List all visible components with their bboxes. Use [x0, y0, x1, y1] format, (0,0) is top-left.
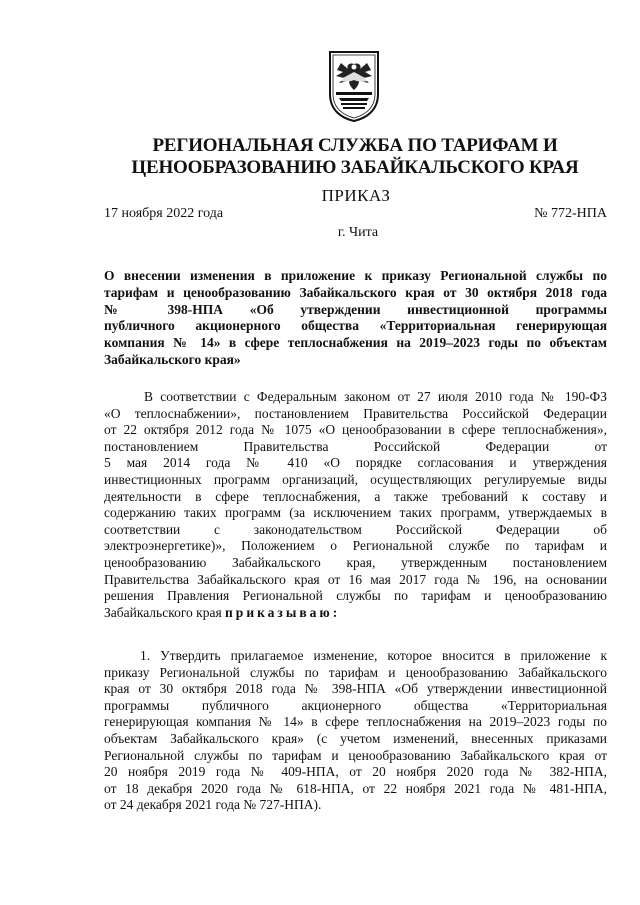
paragraph-line: решения Правления Региональной службы по тарифам и ценообразованию [104, 588, 607, 604]
title-line: Забайкальского края» [104, 351, 241, 367]
paragraph-line: от 22 октября 2012 года № 1075 «О ценообразовании в сфере теплоснабжения», [104, 422, 607, 438]
order-keyword: приказываю: [225, 604, 341, 620]
paragraph-line: приказу Региональной службы по тарифам и ценообразованию Забайкальского [104, 664, 607, 680]
paragraph-line: от 18 декабря 2020 года № 618-НПА, от 22 ноября 2021 года № 481-НПА, [104, 780, 607, 796]
title-line: тарифам и ценообразованию Забайкальского края от 30 октября 2018 года [104, 284, 607, 300]
paragraph-last-line [104, 605, 607, 622]
paragraph-line: от 24 декабря 2021 года № 727-НПА). [104, 797, 322, 813]
paragraph-line: содержанию таких программ (за исключением таких программ, утверждаемых в [104, 505, 607, 521]
paragraph-line: края от 30 октября 2018 года № 398-НПА «Об утверждении инвестиционной [104, 681, 607, 697]
coat-of-arms-emblem [327, 50, 381, 122]
title-line: № 398-НПА «Об утверждении инвестиционной программы [104, 301, 607, 317]
paragraph-line: ценообразованию Забайкальского края, утвержденным постановлением [104, 554, 607, 570]
paragraph-line: Региональной службы по тарифам и ценообразованию Забайкальского края от [104, 747, 607, 763]
paragraph-line-prefix: Забайкальского края [104, 604, 222, 620]
paragraph-line: программы публичного акционерного общества «Территориальная [104, 697, 607, 713]
paragraph-line: постановлением Правительства Российской Федерации от [104, 438, 607, 454]
paragraph-line: 20 ноября 2019 года № 409-НПА, от 20 ноября 2020 года № 382-НПА, [104, 764, 607, 780]
paragraph-line: инвестиционных программ организаций, осуществляющих регулируемые виды [104, 471, 607, 487]
document-title [104, 268, 607, 369]
paragraph-line: деятельности в сфере теплоснабжения, а также требований к составу и [104, 488, 607, 504]
org-line-1: РЕГИОНАЛЬНАЯ СЛУЖБА ПО ТАРИФАМ И [152, 135, 558, 156]
document-date: 17 ноября 2022 года [104, 206, 224, 221]
document-city: г. Чита [337, 225, 379, 240]
order-item-1 [104, 648, 607, 814]
preamble-paragraph [104, 389, 607, 621]
title-line: публичного акционерного общества «Территориальная генерирующая [104, 318, 607, 334]
paragraph-line: генерирующая компания № 14» в сфере теплоснабжения на 2019–2023 годы по [104, 714, 607, 730]
document-type: ПРИКАЗ [321, 186, 391, 205]
title-line: О внесении изменения в приложение к приказу Региональной службы по [104, 268, 607, 283]
document-number: № 772-НПА [534, 206, 607, 221]
organization-title [0, 135, 640, 179]
paragraph-line: Правительства Забайкальского края от 16 мая 2017 года № 196, на основании [104, 571, 607, 587]
paragraph-line: соответствии с законодательством Российской Федерации об [104, 521, 607, 537]
org-line-2: ЦЕНООБРАЗОВАНИЮ ЗАБАЙКАЛЬСКОГО КРАЯ [131, 157, 579, 178]
paragraph-line: «О теплоснабжении», постановлением Правительства Российской Федерации [104, 405, 607, 421]
paragraph-line: электроэнергетике)», Положением о Региональной службе по тарифам и [104, 538, 607, 554]
paragraph-line: В соответствии с Федеральным законом от 27 июля 2010 года № 190-ФЗ [144, 389, 607, 404]
paragraph-line: 1. Утвердить прилагаемое изменение, которое вносится в приложение к [140, 648, 607, 663]
paragraph-line: объектам Забайкальского края» (с учетом изменений, внесенных приказами [104, 730, 607, 746]
title-line: компания № 14» в сфере теплоснабжения на 2019–2023 годы по объектам [104, 335, 607, 351]
paragraph-line: 5 мая 2014 года № 410 «О порядке согласования и утверждения [104, 455, 607, 471]
